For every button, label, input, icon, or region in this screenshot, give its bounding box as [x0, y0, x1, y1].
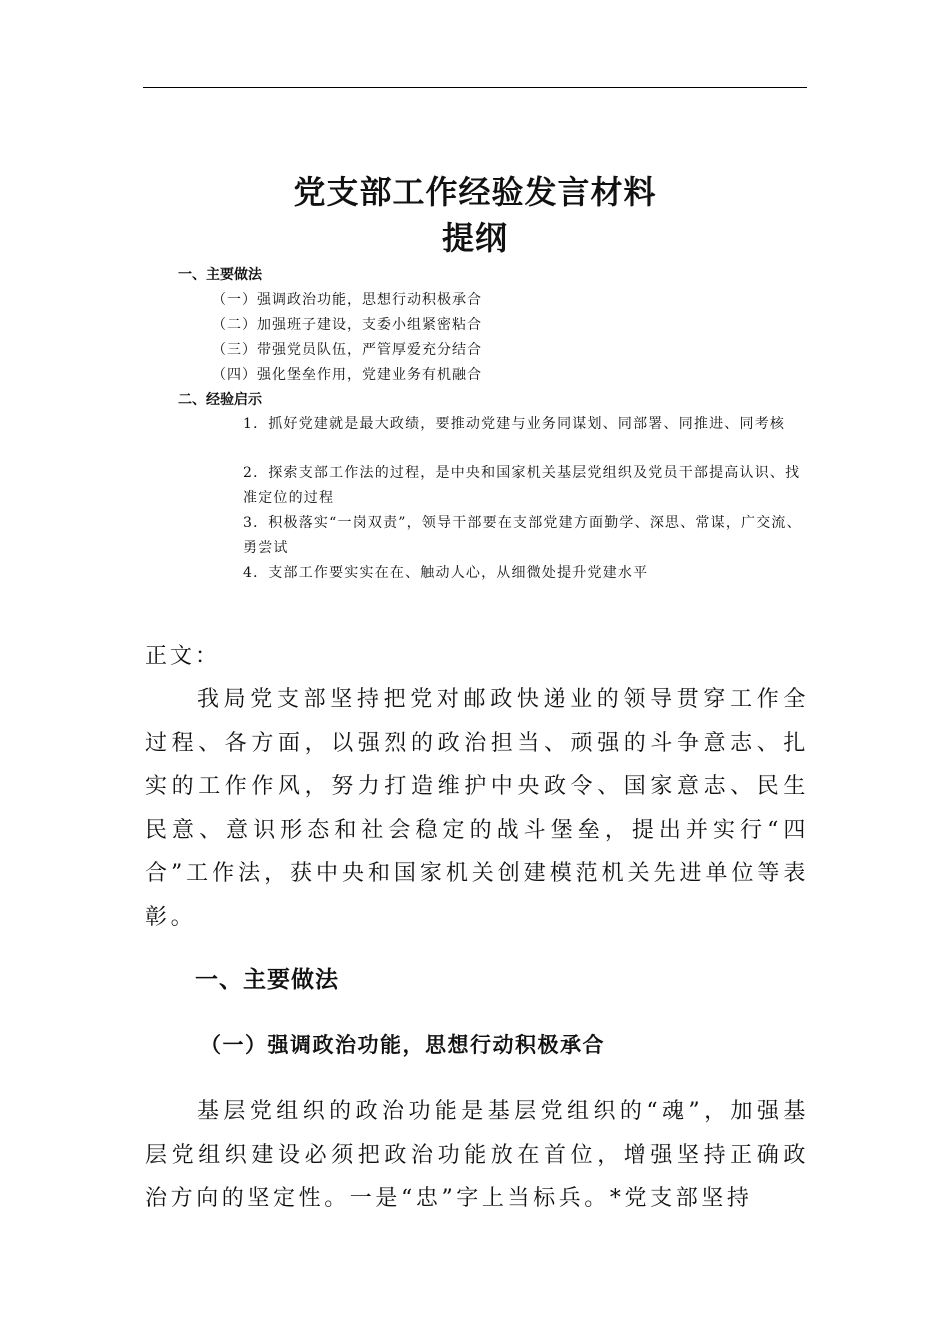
body-label: 正文：	[145, 644, 221, 669]
outline-point: 1．抓好党建就是最大政绩，要推动党建与业务同谋划、同部署、同推进、同考核	[243, 416, 786, 432]
outline-item: （三）带强党员队伍，严管厚爱充分结合	[212, 342, 482, 358]
intro-paragraph: 我局党支部坚持把党对邮政快递业的领导贯穿工作全过程、各方面，以强烈的政治担当、顽强的斗争意志、扎实的工作作风，努力打造维护中央政令、国家意志、民生民意、意识形态和社会稳定的战斗堡垒，提出并实行“四合”工作法，获中央和国家机关创建模范机关先进单位等表彰。	[145, 687, 809, 930]
outline-heading-1: 一、主要做法	[178, 267, 262, 283]
outline-heading-2: 二、经验启示	[178, 392, 262, 408]
outline-item: （一）强调政治功能，思想行动积极承合	[212, 292, 482, 308]
outline-point: 2．探索支部工作法的过程，是中央和国家机关基层党组织及党员干部提高认识、找准定位的过程	[243, 465, 801, 506]
outline-point: 4．支部工作要实实在在、触动人心，从细微处提升党建水平	[243, 565, 649, 581]
outline-point: 3．积极落实“一岗双责”，领导干部要在支部党建方面勤学、深思、常谋，广交流、勇尝试	[243, 515, 802, 556]
subsection-paragraph: 基层党组织的政治功能是基层党组织的“魂”，加强基层党组织建设必须把政治功能放在首位，增强坚持正确政治方向的坚定性。一是“忠”字上当标兵。*党支部坚持	[145, 1099, 809, 1211]
document-subtitle: 提纲	[441, 219, 508, 257]
outline-item: （二）加强班子建设，支委小组紧密粘合	[212, 317, 482, 333]
section-heading: 一、主要做法	[195, 967, 339, 993]
outline-item: （四）强化堡垒作用，党建业务有机融合	[212, 367, 482, 383]
header-rule	[143, 87, 807, 88]
document-title: 党支部工作经验发言材料	[293, 173, 657, 211]
subsection-heading: （一）强调政治功能，思想行动积极承合	[200, 1033, 605, 1057]
